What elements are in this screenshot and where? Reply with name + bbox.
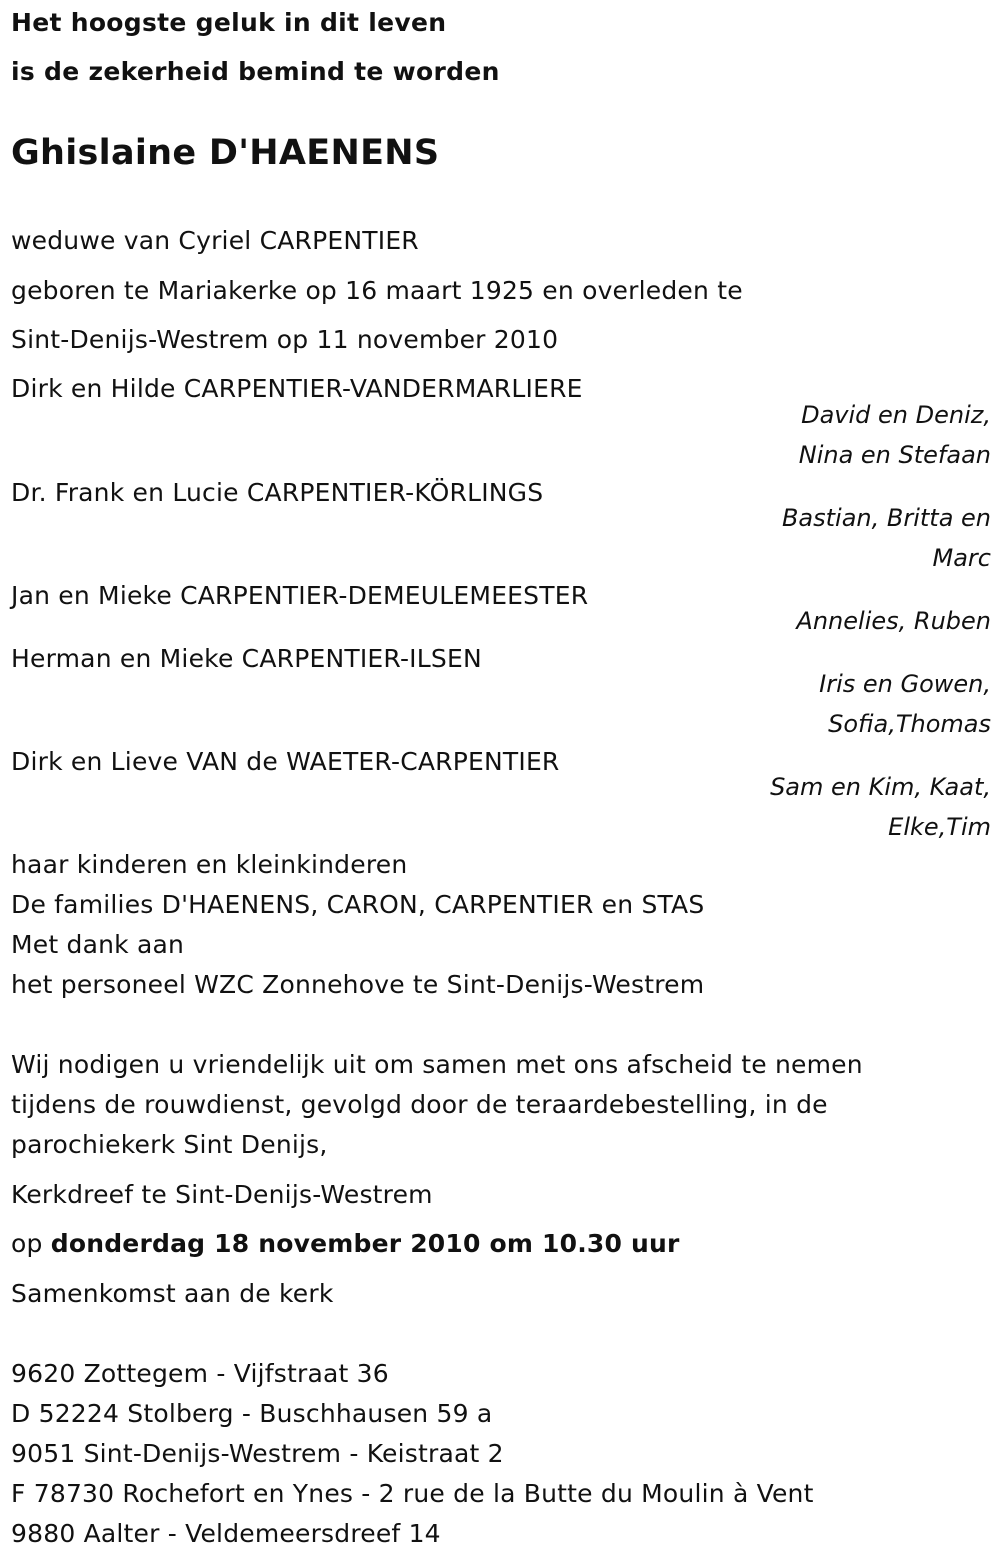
invitation-location: Kerkdreef te Sint-Denijs-Westrem [11,1180,433,1209]
motto-line-1: Het hoogste geluk in dit leven [11,8,447,37]
grandchildren-line: Iris en Gowen, [819,670,991,698]
family-grandchildren-4 [819,664,991,744]
family-grandchildren-2 [782,498,991,578]
closing-line-4: het personeel WZC Zonnehove te Sint-Denijs-Westrem [11,970,705,999]
grandchildren-line: Nina en Stefaan [798,441,991,469]
grandchildren-line: Marc [932,544,991,572]
family-children-3: Jan en Mieke CARPENTIER-DEMEULEMEESTER [11,581,589,610]
widow-of-line: weduwe van Cyriel CARPENTIER [11,226,419,255]
address-line: 9620 Zottegem - Vijfstraat 36 [11,1359,389,1388]
grandchildren-line: Annelies, Ruben [796,607,991,635]
family-grandchildren-3 [796,601,991,641]
grandchildren-line: Sam en Kim, Kaat, [770,773,991,801]
motto-line-2: is de zekerheid bemind te worden [11,57,500,86]
grandchildren-line: Bastian, Britta en [781,504,991,532]
family-children-1: Dirk en Hilde CARPENTIER-VANDERMARLIERE [11,374,583,403]
address-line: F 78730 Rochefort en Ynes - 2 rue de la Butte du Moulin à Vent [11,1479,814,1508]
closing-line-1: haar kinderen en kleinkinderen [11,850,408,879]
family-children-5: Dirk en Lieve VAN de WAETER-CARPENTIER [11,747,560,776]
family-grandchildren-5 [770,767,991,847]
grandchildren-line: Sofia,Thomas [828,710,991,738]
address-line: 9880 Aalter - Veldemeersdreef 14 [11,1519,441,1548]
deceased-name: Ghislaine D'HAENENS [11,133,440,173]
family-children-4: Herman en Mieke CARPENTIER-ILSEN [11,644,482,673]
address-line: 9051 Sint-Denijs-Westrem - Keistraat 2 [11,1439,504,1468]
family-grandchildren-1 [799,395,991,475]
invitation-line-3: parochiekerk Sint Denijs, [11,1130,328,1159]
invitation-line-1: Wij nodigen u vriendelijk uit om samen met ons afscheid te nemen [11,1050,863,1079]
grandchildren-line: David en Deniz, [801,401,991,429]
gathering-line: Samenkomst aan de kerk [11,1279,334,1308]
grandchildren-line: Elke,Tim [888,813,991,841]
death-line: Sint-Denijs-Westrem op 11 november 2010 [11,325,559,354]
closing-line-2: De families D'HAENENS, CARON, CARPENTIER en STAS [11,890,705,919]
invitation-date-line [11,1229,680,1258]
closing-line-3: Met dank aan [11,930,185,959]
family-children-2: Dr. Frank en Lucie CARPENTIER-KÖRLINGS [11,478,544,507]
address-line: D 52224 Stolberg - Buschhausen 59 a [11,1399,493,1428]
invitation-line-2: tijdens de rouwdienst, gevolgd door de teraardebestelling, in de [11,1090,828,1119]
ceremony-date: donderdag 18 november 2010 om 10.30 uur [50,1229,680,1258]
birth-line: geboren te Mariakerke op 16 maart 1925 en overleden te [11,276,743,305]
date-prefix: op [11,1229,43,1258]
